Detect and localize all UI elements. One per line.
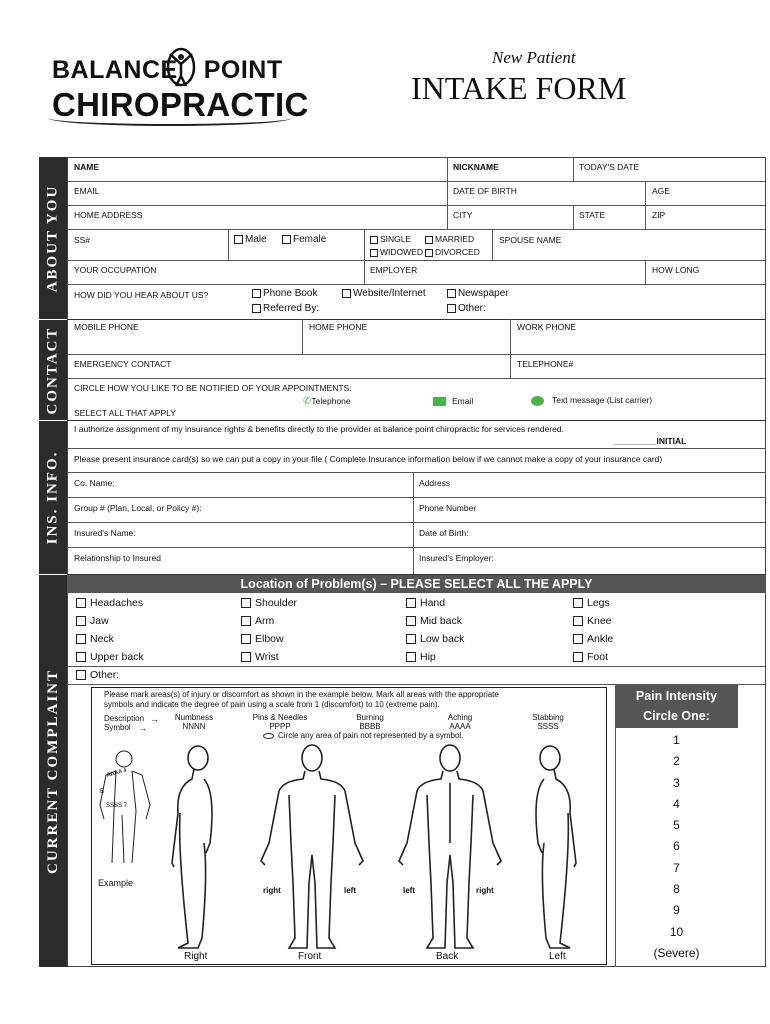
spouse-name-label: SPOUSE NAME [499,235,562,245]
checkbox-box[interactable] [425,249,433,257]
widowed-checkbox[interactable] [370,247,423,257]
newspaper-label: Newspaper [458,288,509,299]
symbol-label: Symbol [104,723,131,732]
section-contact-band: CONTACT [39,320,67,420]
other-source-checkbox[interactable] [447,303,486,314]
svg-text:B: B [100,789,105,795]
loc-foot[interactable]: Foot [573,651,608,663]
pain-scale-1[interactable]: 1 [673,733,680,747]
checkbox-box[interactable] [76,616,86,626]
pain-scale-2[interactable]: 2 [673,754,680,769]
loc-wrist[interactable]: Wrist [241,651,279,663]
checkbox-box[interactable] [234,235,243,244]
checkbox-box[interactable] [76,634,86,644]
legend-aching: Aching AAAA [447,713,473,731]
back-right-label: right [476,886,494,895]
logo-figure-icon [165,46,197,88]
checkbox-box[interactable] [241,598,251,608]
divorced-checkbox[interactable] [425,247,480,257]
chat-bubble-icon [531,396,544,406]
nickname-label: NICKNAME [453,162,499,172]
arrow-right-icon: → [150,714,159,724]
referred-checkbox[interactable] [252,303,319,314]
loc-mid-back[interactable]: Mid back [406,615,462,627]
checkbox-box[interactable] [252,289,261,298]
city-label: CITY [453,210,473,220]
loc-shoulder[interactable]: Shoulder [241,597,297,609]
arrow-right-icon: → [138,723,147,733]
body-right-view[interactable] [158,743,228,953]
svg-text:SSSS 7: SSSS 7 [106,803,128,809]
zip-label: ZIP [652,210,666,220]
section-about-band: ABOUT YOU [39,157,67,319]
checkbox-box[interactable] [573,616,583,626]
pain-scale-7[interactable]: 7 [673,860,680,875]
telephone-number-label: TELEPHONE# [517,359,574,369]
relationship-label: Relationship to Insured [74,553,161,563]
checkbox-box[interactable] [76,670,86,680]
insured-employer-label: Insured's Employer: [419,553,494,563]
loc-neck[interactable]: Neck [76,633,114,645]
ins-phone-label: Phone Number [419,503,477,513]
loc-legs[interactable]: Legs [573,597,610,609]
logo-text-chiropractic: CHIROPRACTIC [52,86,309,123]
how-long-label: HOW LONG [652,265,700,275]
pain-scale-5[interactable]: 5 [673,818,680,833]
form-subtitle: New Patient [492,48,576,67]
logo-swoosh [48,110,292,126]
checkbox-box[interactable] [76,652,86,662]
checkbox-box[interactable] [241,634,251,644]
select-all-label: SELECT ALL THAT APPLY [74,408,176,418]
married-label: MARRIED [435,234,475,244]
ss-label: SS# [74,235,91,245]
body-front-view[interactable] [255,743,370,953]
pain-scale-6[interactable]: 6 [673,839,680,854]
phone-icon: ✆ [303,396,312,407]
description-label: Description [104,714,145,723]
legend-pins-needles: Pins & Needles PPPP [252,713,308,731]
checkbox-box[interactable] [370,249,378,257]
ellipse-icon [263,733,274,739]
body-back-view[interactable] [393,743,508,953]
example-label: Example [98,878,134,888]
employer-label: EMPLOYER [370,265,418,275]
loc-hip[interactable]: Hip [406,651,436,663]
loc-headaches[interactable]: Headaches [76,597,143,609]
email-label: EMAIL [74,186,100,196]
present-card-text: Please present insurance card(s) so we can put a copy in your file ( Complete Insurance information below if we cannot make a copy of your insurance card) [74,454,663,464]
loc-low-back[interactable]: Low back [406,633,464,645]
pain-intensity-header: Pain Intensity Circle One: [615,685,738,728]
checkbox-box[interactable] [425,236,433,244]
female-checkbox[interactable] [282,234,326,245]
front-left-label: left [344,886,356,895]
checkbox-box[interactable] [447,304,456,313]
insured-name-label: Insured's Name: [74,528,136,538]
home-address-label: HOME ADDRESS [74,210,143,220]
checkbox-box[interactable] [573,634,583,644]
checkbox-box[interactable] [342,289,351,298]
checkbox-box[interactable] [406,652,416,662]
pain-scale-severe: (Severe) [653,945,700,960]
insured-dob-label: Date of Birth: [419,528,469,538]
occupation-label: YOUR OCCUPATION [74,265,157,275]
website-checkbox[interactable] [342,288,426,299]
view-right-label: Right [184,951,208,962]
checkbox-box[interactable] [241,616,251,626]
loc-upper-back[interactable]: Upper back [76,651,144,663]
body-left-view[interactable] [520,743,590,953]
emergency-contact-label: EMERGENCY CONTACT [74,359,172,369]
back-left-label: left [403,886,415,895]
todays-date-label: TODAY'S DATE [579,162,640,172]
group-number-label: Group # (Plan, Local, or Policy #): [74,503,202,513]
section-complaint-band: CURRENT COMPLAINT [39,575,67,967]
section-ins-band: INS. INFO. [39,421,67,574]
loc-arm[interactable]: Arm [241,615,274,627]
age-label: AGE [652,186,670,196]
checkbox-box[interactable] [241,652,251,662]
married-checkbox[interactable] [425,234,474,244]
ins-address-label: Address [419,478,451,488]
svg-text:AAAA 4: AAAA 4 [105,767,128,779]
logo-text-balance-point: BALANCE POINT [52,56,283,84]
home-phone-label: HOME PHONE [309,322,368,332]
checkbox-box[interactable] [406,616,416,626]
location-header: Location of Problem(s) – PLEASE SELECT ALL THE APPLY [67,575,766,593]
notify-email-option[interactable]: Email [433,396,473,406]
name-label: NAME [74,162,100,172]
loc-jaw[interactable]: Jaw [76,615,109,627]
legend-numbness: Numbness NNNN [174,713,214,731]
female-label: Female [293,234,327,245]
checkbox-box[interactable] [252,304,261,313]
notify-text-option[interactable]: Text message (List carrier) [531,395,652,406]
pain-scale-8[interactable]: 8 [673,882,680,897]
pain-scale-3[interactable]: 3 [673,775,680,790]
circle-note: Circle any area of pain not represented by a symbol. [263,731,463,740]
checkbox-box[interactable] [76,598,86,608]
view-front-label: Front [298,951,322,962]
checkbox-box[interactable] [282,235,291,244]
checkbox-box[interactable] [447,289,456,298]
loc-ankle[interactable]: Ankle [573,633,613,645]
phone-book-label: Phone Book [263,288,318,299]
state-label: STATE [579,210,606,220]
view-left-label: Left [549,951,566,962]
referred-label: Referred By: [263,303,320,314]
loc-other[interactable]: Other: [76,669,119,681]
view-back-label: Back [436,951,459,962]
newspaper-checkbox[interactable] [447,288,509,299]
male-checkbox[interactable] [234,234,267,245]
loc-hand[interactable]: Hand [406,597,445,609]
pain-scale [615,730,738,964]
checkbox-box[interactable] [573,598,583,608]
notify-telephone-option[interactable]: ✆Telephone [303,396,351,407]
website-label: Website/Internet [353,288,426,299]
checkbox-box[interactable] [573,652,583,662]
co-name-label: Co. Name: [74,478,115,488]
legend-burning: Burning BBBB [356,713,384,731]
pain-scale-4[interactable]: 4 [673,796,680,811]
diagram-instructions: Please mark areas(s) of injury or discomfort as shown in the example below. Mark all areas with the appropriate symbols and indicate the degree of pain using a scale from 1 (discomfort) to 10 (extreme pain). [104,690,499,709]
widowed-label: WIDOWED [380,247,423,257]
mobile-phone-label: MOBILE PHONE [74,322,139,332]
phone-book-checkbox[interactable] [252,288,318,299]
male-label: Male [245,234,267,245]
loc-knee[interactable]: Knee [573,615,612,627]
checkbox-box[interactable] [406,598,416,608]
loc-elbow[interactable]: Elbow [241,633,284,645]
legend-stabbing: Stabbing SSSS [532,713,564,731]
form-title: INTAKE FORM [411,70,627,106]
other-source-label: Other: [458,303,486,314]
notify-label: CIRCLE HOW YOU LIKE TO BE NOTIFIED OF YOUR APPOINTMENTS: [74,383,352,393]
front-right-label: right [263,886,281,895]
envelope-icon [433,397,446,406]
pain-scale-10[interactable]: 10 [669,924,684,939]
example-figure [92,745,162,875]
single-checkbox[interactable] [370,234,411,244]
hear-about-label: HOW DID YOU HEAR ABOUT US? [74,290,209,300]
authorize-text: I authorize assignment of my insurance rights & benefits directly to the provider at balance point chiropractic for services rendered. [74,424,564,434]
divorced-label: DIVORCED [435,247,480,257]
pain-scale-9[interactable]: 9 [673,903,680,918]
work-phone-label: WORK PHONE [517,322,577,332]
dob-label: DATE OF BIRTH [453,186,517,196]
checkbox-box[interactable] [370,236,378,244]
initial-field[interactable]: _________INITIAL [614,436,687,446]
single-label: SINGLE [380,234,412,244]
checkbox-box[interactable] [406,634,416,644]
